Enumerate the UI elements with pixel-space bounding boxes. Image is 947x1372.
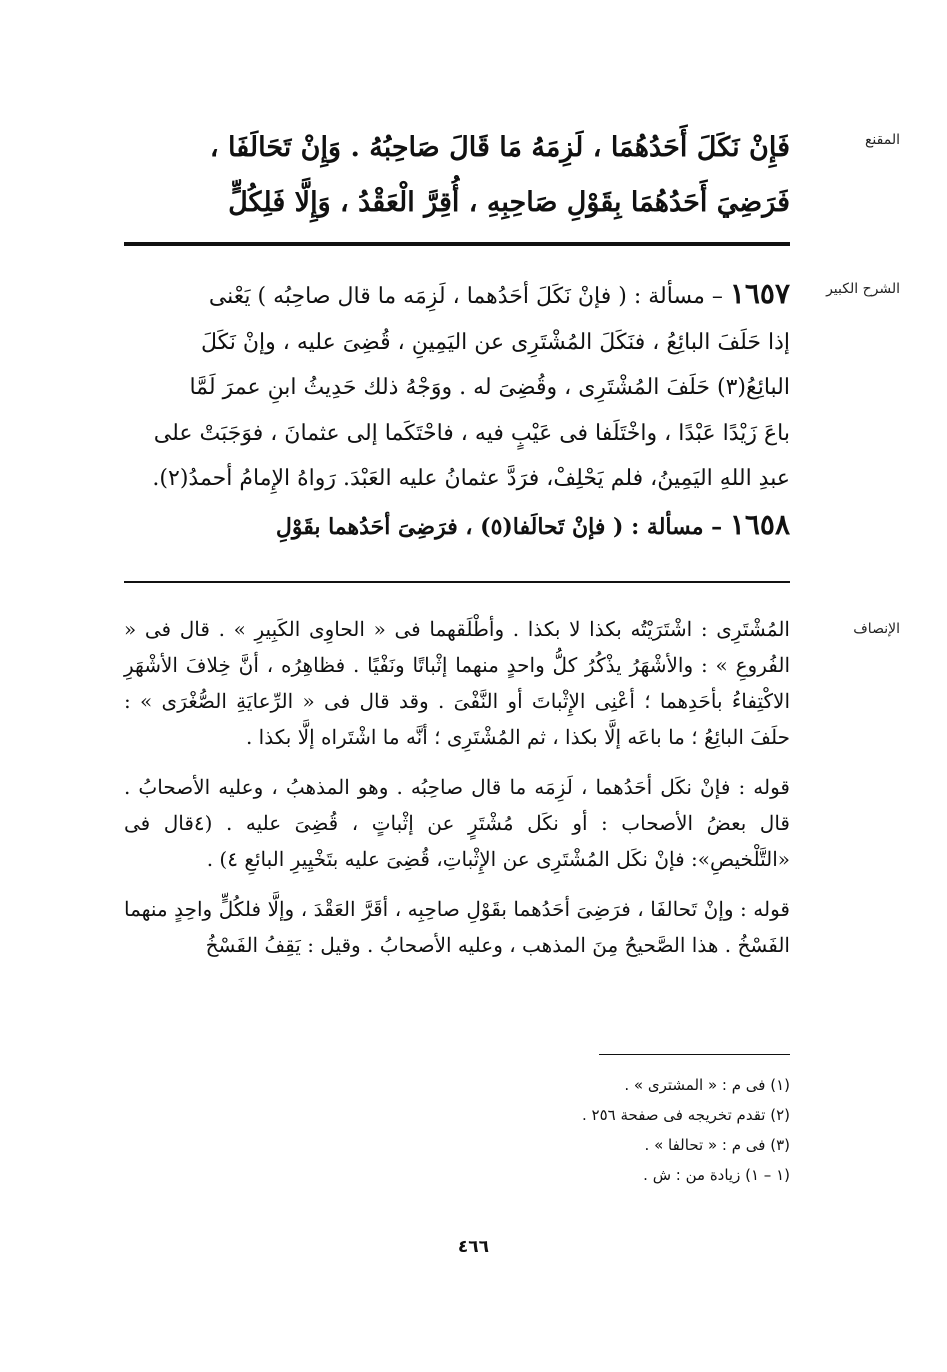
sharh-line-4: باعَ زَيْدًا عَبْدًا ، واخْتَلَفا فى عَيْبٍ فيه ، فاحْتَكَما إلى عثمانَ ، فوَجَبَتْ على (153, 420, 790, 446)
section-label-muqni: المقنع (864, 132, 900, 148)
footnotes (400, 1070, 790, 1190)
sharh-line-3: البائِعُ(٣) حَلَفَ المُشْتَرِى ، وقُضِىَ له . ووَجْهُ ذلك حَدِيثُ ابنِ عمرَ لَمَّا (189, 375, 790, 400)
sharh-line-6-text: – مسألة : ( فإنْ تَحالَفا(٥) ، فرَضِىَ أحَدُهما بقَوْلِ (275, 513, 730, 540)
sharh-text (124, 271, 790, 550)
insaf-paragraph-1: المُشْتَرِى : اشْتَرَيْتُه بكذا لا بكذا . وأطْلَقهما فى « الحاوِى الكَبِيرِ » . قال فى « الفُروعِ » : والأشْهَرُ يذْكُرُ كلُّ واحدٍ منهما إثْباتًا ونَفْيًا . فظاهِرُه ، أنَّ خِلافَ الأشْهَرِ الاكْتِفاءُ بأحَدِهما ؛ أعْنِى الإِثْباتَ أو النَّفْىَ . وقد قال فى « الرِّعايَةِ الصُّغْرَى » : حلَفَ البائِعُ ؛ ما باعَه إلَّا بكذا ، ثم المُشْتَرِى ؛ أنَّه ما اشْتَراه إلَّا بكذا . (124, 617, 790, 749)
footnote-divider (599, 1054, 790, 1055)
issue-number-1657: ١٦٥٧ (729, 277, 790, 310)
footnote-4: (١ – ١) زيادة من : ش . (643, 1166, 790, 1184)
footnote-2: (٢) تقدم تخريجه فى صفحة ٢٥٦ . (581, 1106, 790, 1124)
issue-number-1658: ١٦٥٨ (729, 507, 790, 541)
sharh-line-6 (124, 502, 790, 551)
section-label-insaf: الإنصاف (853, 621, 900, 637)
insaf-text (124, 611, 790, 963)
insaf-paragraph-3: قوله : وإنْ تَحالفَا ، فرَضِىَ أحَدُهما بقَوْلِ صاحِبِه ، أقَرَّ العَقْدَ ، وإلَّا فلكُلٍّ واحِدٍ منهما الفَسْخُ . هذا الصَّحيحُ مِنَ المذهب ، وعليه الأصحابُ . وقيل : يَقِفُ الفَسْخُ (124, 897, 790, 957)
section-divider-thick (124, 242, 790, 246)
insaf-paragraph-2: قوله : فإنْ نكَل أحَدُهما ، لَزِمَه ما قال صاحِبُه . وهو المذهبُ ، وعليه الأصحابُ . قال بعضُ الأصحاب : أو نكَل مُشْتَرٍ عن إثْباتٍ ، قُضِىَ عليه . (٤قال فى «التَّلْخيصِ»: فإنْ نكَل المُشْتَرِى عن الإِثْباتِ، قُضِىَ عليه بتَخْيِيرِ البائعِ ٤) . (124, 775, 790, 871)
sharh-line-2: إذا حَلَفَ البائِعُ ، فنَكَلَ المُشْتَرِى عن اليَمِينِ ، قُضِىَ عليه ، وإنْ نَكَلَ (200, 329, 790, 355)
sharh-line-1 (124, 271, 790, 320)
sharh-line-1-text: – مسألة : ( فإنْ نَكَلَ أحَدُهما ، لَزِمَه ما قال صاحِبُه ) يَعْنى (208, 284, 730, 309)
footnote-1: (١) فى م : « المشترى » . (624, 1076, 790, 1094)
section-label-sharh: الشرح الكبير (826, 281, 900, 297)
page-number: ٤٦٦ (457, 1237, 490, 1257)
muqni-line-1: فَإِنْ نَكَلَ أَحَدُهُمَا ، لَزِمَهُ مَا قَالَ صَاحِبُهُ . وَإِنْ تَحَالَفَا ، (209, 132, 790, 163)
muqni-line-2: فَرَضِيَ أَحَدُهُمَا بِقَوْلِ صَاحِبِهِ ، أُقِرَّ الْعَقْدُ ، وَإِلَّا فَلِكُلٍّ (228, 187, 790, 218)
sharh-line-5: عبدِ اللهِ اليَمِينُ، فلم يَحْلِفْ، فرَدَّ عثمانُ عليه العَبْدَ. رَواهُ الإِمامُ أحمدُ(٢). (152, 466, 790, 491)
section-divider-thin (124, 581, 790, 583)
muqni-text (124, 120, 790, 230)
footnote-3: (٣) فى م : « تحالفا » . (644, 1136, 790, 1154)
